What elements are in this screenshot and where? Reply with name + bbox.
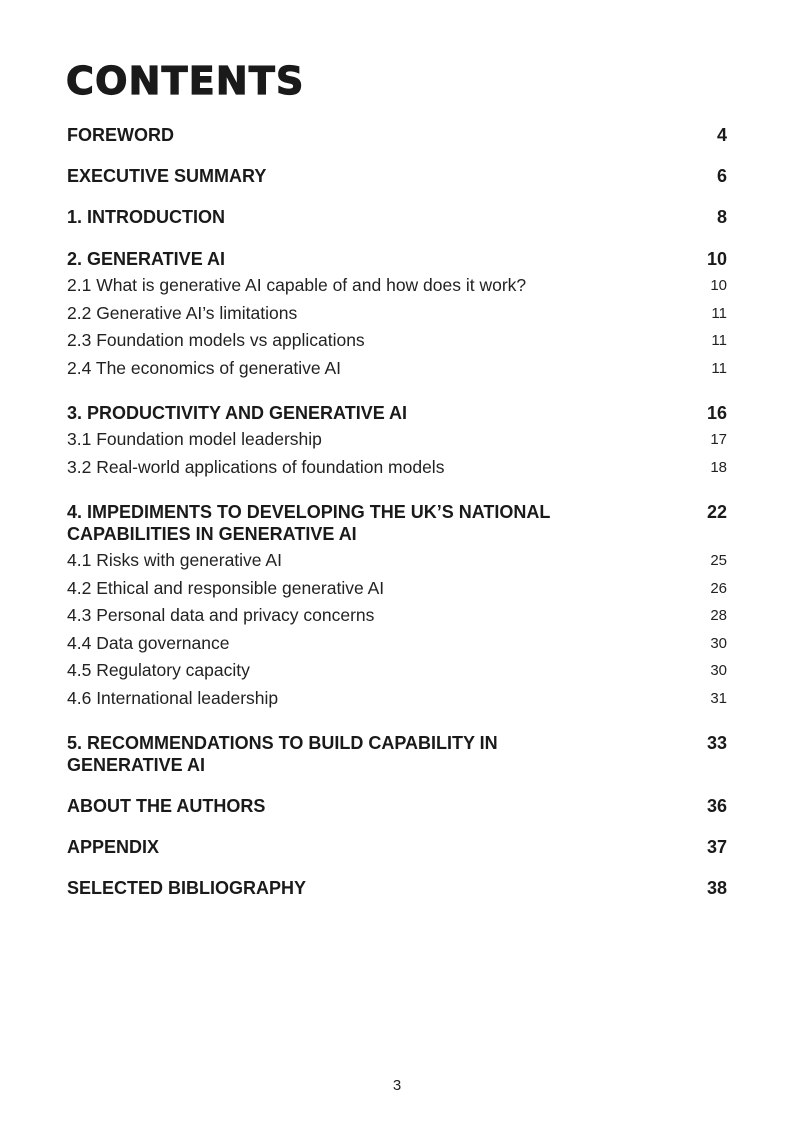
toc-subentry-label: 2.2 Generative AI’s limitations: [67, 302, 298, 323]
toc-entry-label: EXECUTIVE SUMMARY: [67, 166, 267, 186]
toc-subentry-label: 2.4 The economics of generative AI: [67, 357, 342, 378]
toc-subentry-page: 30: [710, 662, 727, 679]
toc-entry-appendix[interactable]: [67, 836, 727, 858]
toc-entry-page: 38: [706, 878, 727, 898]
toc-entry-page: 16: [706, 403, 727, 423]
toc-entry-label: SELECTED BIBLIOGRAPHY: [67, 878, 307, 898]
toc-entry-executive-summary[interactable]: [67, 165, 727, 187]
toc-entry-page: 10: [706, 249, 727, 269]
toc-subentry-page: 28: [710, 607, 727, 624]
toc-entry-label: APPENDIX: [67, 837, 160, 857]
toc-subentry-page: 11: [711, 332, 727, 349]
toc-entry-page: 37: [706, 837, 727, 857]
toc-subentry-3-1[interactable]: [67, 426, 727, 454]
toc-subentry-4-5[interactable]: [67, 657, 727, 685]
toc-subentry-page: 31: [710, 689, 727, 707]
toc-entry-label: 4. IMPEDIMENTS TO DEVELOPING THE UK’S NATIONAL CAPABILITIES IN GENERATIVE AI: [67, 502, 551, 544]
table-of-contents: [67, 124, 727, 899]
toc-entry-label: ABOUT THE AUTHORS: [67, 796, 266, 816]
toc-entry-page: 33: [706, 733, 727, 753]
toc-subentry-page: 11: [711, 304, 727, 322]
toc-subentry-4-2[interactable]: [67, 575, 727, 603]
toc-subentry-label: 3.1 Foundation model leadership: [67, 429, 322, 449]
toc-entry-label: 3. PRODUCTIVITY AND GENERATIVE AI: [67, 403, 408, 423]
toc-subentry-page: 11: [711, 359, 727, 377]
toc-entry-page: 8: [716, 207, 727, 227]
toc-subentry-label: 4.6 International leadership: [67, 687, 279, 708]
toc-entry-introduction[interactable]: [67, 206, 727, 228]
toc-entry-selected-bibliography[interactable]: [67, 877, 727, 899]
toc-subentry-2-4[interactable]: [67, 355, 727, 383]
toc-subentry-page: 26: [710, 579, 727, 597]
toc-entry-about-the-authors[interactable]: [67, 795, 727, 817]
toc-entry-productivity[interactable]: [67, 402, 727, 424]
toc-entry-label: 5. RECOMMENDATIONS TO BUILD CAPABILITY IN GENERATIVE AI: [67, 733, 498, 775]
toc-subentry-label: 2.1 What is generative AI capable of and how does it work?: [67, 275, 527, 295]
toc-subentry-label: 4.1 Risks with generative AI: [67, 550, 282, 570]
toc-subentry-2-2[interactable]: [67, 300, 727, 328]
toc-subentry-label: 3.2 Real-world applications of foundation models: [67, 456, 445, 477]
toc-entry-page: 6: [716, 166, 727, 186]
toc-subentry-4-6[interactable]: [67, 685, 727, 713]
page-title: CONTENTS: [66, 59, 305, 103]
toc-subentry-2-3[interactable]: [67, 327, 727, 355]
toc-subentry-label: 4.2 Ethical and responsible generative AI: [67, 577, 385, 598]
toc-entry-label: 1. INTRODUCTION: [67, 207, 226, 227]
toc-entry-generative-ai[interactable]: [67, 248, 727, 270]
toc-entry-page: 4: [716, 125, 727, 145]
toc-subentry-label: 4.5 Regulatory capacity: [67, 660, 250, 680]
toc-subentry-page: 18: [710, 458, 727, 476]
toc-subentry-4-1[interactable]: [67, 547, 727, 575]
toc-subentry-label: 4.4 Data governance: [67, 632, 230, 653]
toc-subentry-label: 4.3 Personal data and privacy concerns: [67, 605, 375, 625]
page-number: 3: [392, 1077, 402, 1094]
toc-subentry-2-1[interactable]: [67, 272, 727, 300]
toc-subentry-3-2[interactable]: [67, 454, 727, 482]
toc-subentry-4-4[interactable]: [67, 630, 727, 658]
toc-subentry-4-3[interactable]: [67, 602, 727, 630]
toc-entry-impediments[interactable]: [67, 501, 727, 545]
toc-entry-page: 36: [706, 796, 727, 816]
toc-entry-label: 2. GENERATIVE AI: [67, 249, 226, 269]
toc-entry-label: FOREWORD: [67, 125, 174, 145]
toc-entry-foreword[interactable]: [67, 124, 727, 146]
toc-subentry-page: 30: [710, 634, 727, 652]
toc-entry-recommendations[interactable]: [67, 732, 727, 776]
toc-subentry-label: 2.3 Foundation models vs applications: [67, 330, 365, 350]
toc-subentry-page: 17: [710, 431, 727, 448]
toc-entry-page: 22: [706, 502, 727, 522]
toc-subentry-page: 10: [710, 277, 727, 294]
toc-subentry-page: 25: [710, 552, 727, 569]
